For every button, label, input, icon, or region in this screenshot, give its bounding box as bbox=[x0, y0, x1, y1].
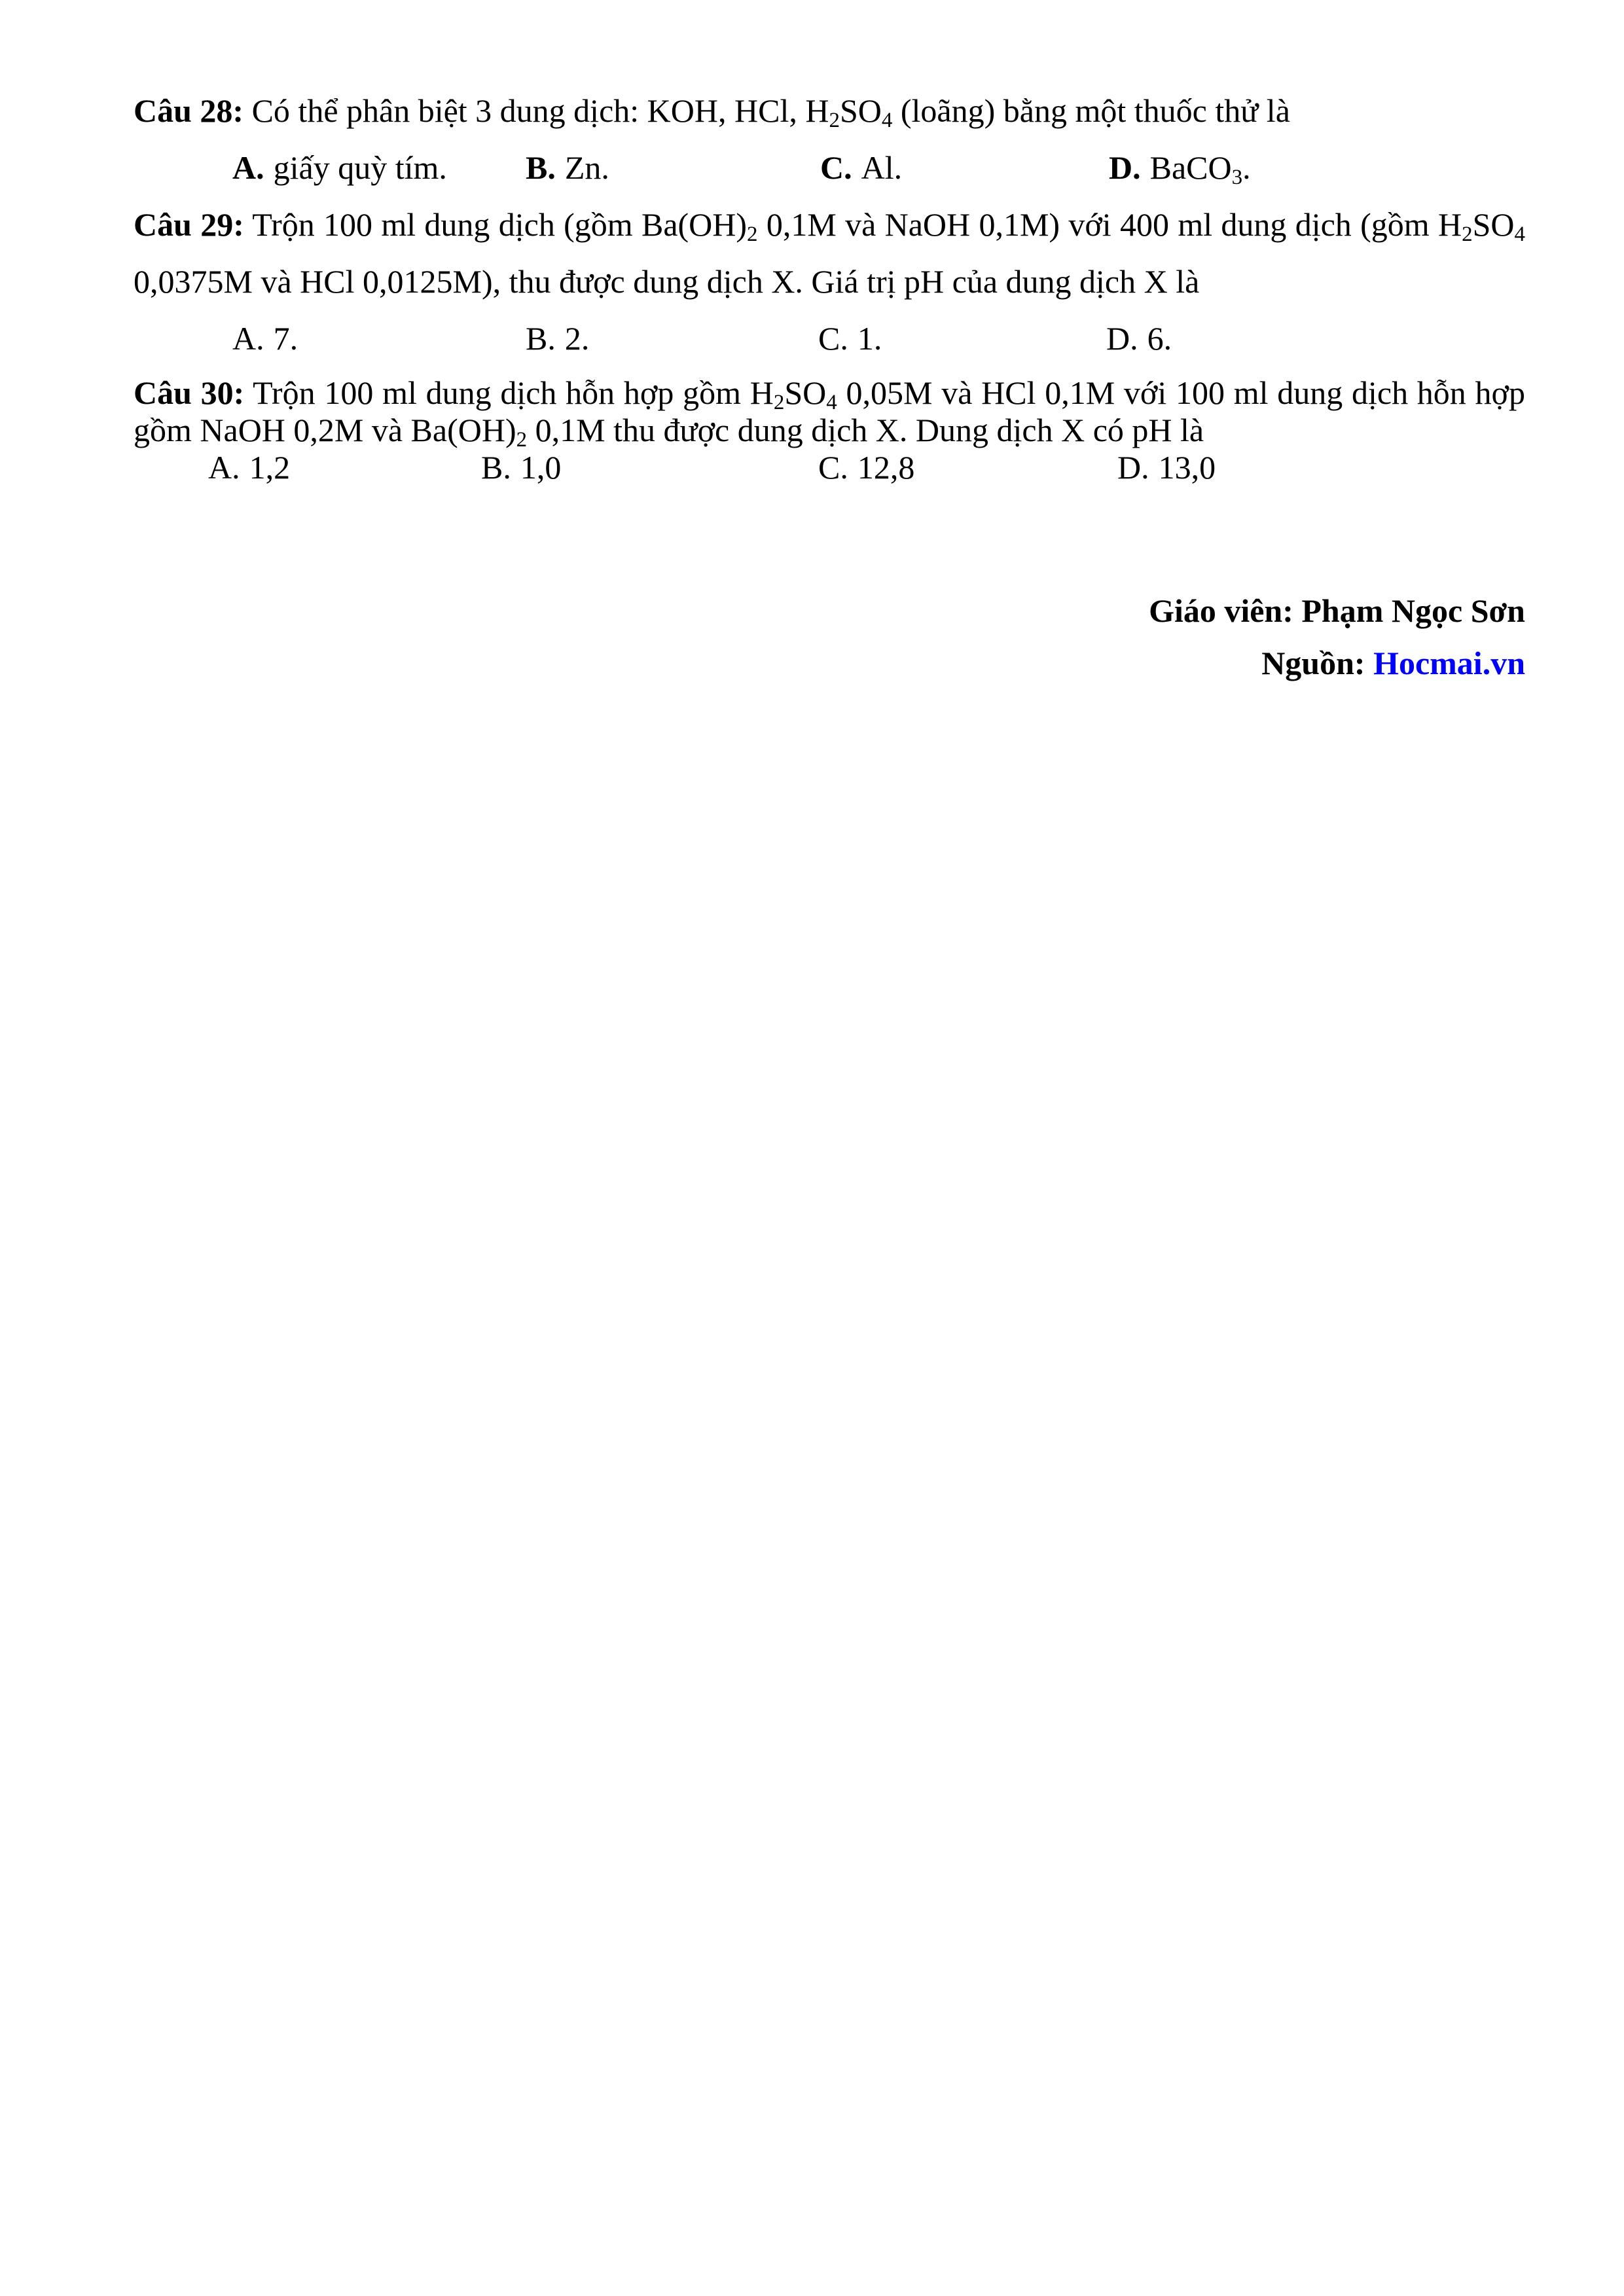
question-30-line-2: gồm NaOH 0,2M và $Ba(OH)_2$ 0,1M thu được dung dịch X. Dung dịch X có pH là bbox=[134, 412, 1204, 452]
question-29-line-2: 0,0375M và HCl 0,0125M), thu được dung dịch X. Giá trị pH của dung dịch X là bbox=[134, 263, 1200, 300]
source-link[interactable]: Hocmai.vn bbox=[1373, 645, 1525, 681]
option-letter: B. bbox=[526, 320, 556, 357]
question-30-text bbox=[134, 374, 1525, 452]
question-30-options bbox=[134, 449, 1525, 486]
teacher-label: Giáo viên: bbox=[1149, 592, 1293, 629]
question-28-option-c: C. Al. bbox=[820, 149, 903, 186]
question-29-option-d: D. 6. bbox=[1106, 320, 1172, 357]
question-28-option-a: A. giấy quỳ tím. bbox=[232, 149, 447, 186]
question-29-line-1: Câu 29: Trộn 100 ml dung dịch (gồm $Ba(OH)_2$ 0,1M và NaOH 0,1M) với 400 ml dung dịch (gồm $H_2SO_4$ bbox=[134, 206, 1525, 246]
question-29-options bbox=[134, 310, 1525, 367]
option-letter: A. bbox=[208, 449, 240, 486]
option-letter: C. bbox=[818, 449, 848, 486]
option-letter: B. bbox=[481, 449, 511, 486]
question-28-options bbox=[134, 139, 1525, 196]
teacher-line bbox=[134, 584, 1525, 637]
question-28-option-b: B. Zn. bbox=[526, 149, 609, 186]
option-letter: A. bbox=[232, 149, 264, 186]
question-29-option-c: C. 1. bbox=[818, 320, 882, 357]
source-line bbox=[134, 637, 1525, 689]
question-28-text bbox=[134, 82, 1525, 139]
question-29 bbox=[134, 196, 1525, 367]
question-29-option-a: A. 7. bbox=[232, 320, 298, 357]
question-30-option-a: A. 1,2 bbox=[208, 449, 291, 486]
teacher-name: Phạm Ngọc Sơn bbox=[1301, 592, 1525, 629]
option-letter: D. bbox=[1109, 149, 1141, 186]
question-30-line-1: Câu 30: Trộn 100 ml dung dịch hỗn hợp gồm $H_2SO_4$ 0,05M và HCl 0,1M với 100 ml dung dịch hỗn hợp bbox=[134, 374, 1525, 414]
option-letter: D. bbox=[1106, 320, 1138, 357]
question-29-option-b: B. 2. bbox=[526, 320, 590, 357]
footer bbox=[134, 584, 1525, 689]
option-letter: C. bbox=[818, 320, 848, 357]
question-28 bbox=[134, 82, 1525, 196]
question-29-text bbox=[134, 196, 1525, 310]
option-letter: D. bbox=[1117, 449, 1149, 486]
question-30 bbox=[134, 374, 1525, 486]
question-30-option-d: D. 13,0 bbox=[1117, 449, 1216, 486]
option-letter: A. bbox=[232, 320, 264, 357]
question-28-option-d: D. BaCO$_3$. bbox=[1109, 149, 1251, 189]
question-30-option-c: C. 12,8 bbox=[818, 449, 915, 486]
option-letter: C. bbox=[820, 149, 852, 186]
question-28-line-1: Câu 28: Có thể phân biệt 3 dung dịch: KOH, HCl, $H_2SO_4$ (loãng) bằng một thuốc thử là bbox=[134, 92, 1290, 132]
option-letter: B. bbox=[526, 149, 556, 186]
source-label: Nguồn: bbox=[1261, 645, 1365, 681]
exam-content bbox=[134, 82, 1525, 689]
question-30-option-b: B. 1,0 bbox=[481, 449, 562, 486]
